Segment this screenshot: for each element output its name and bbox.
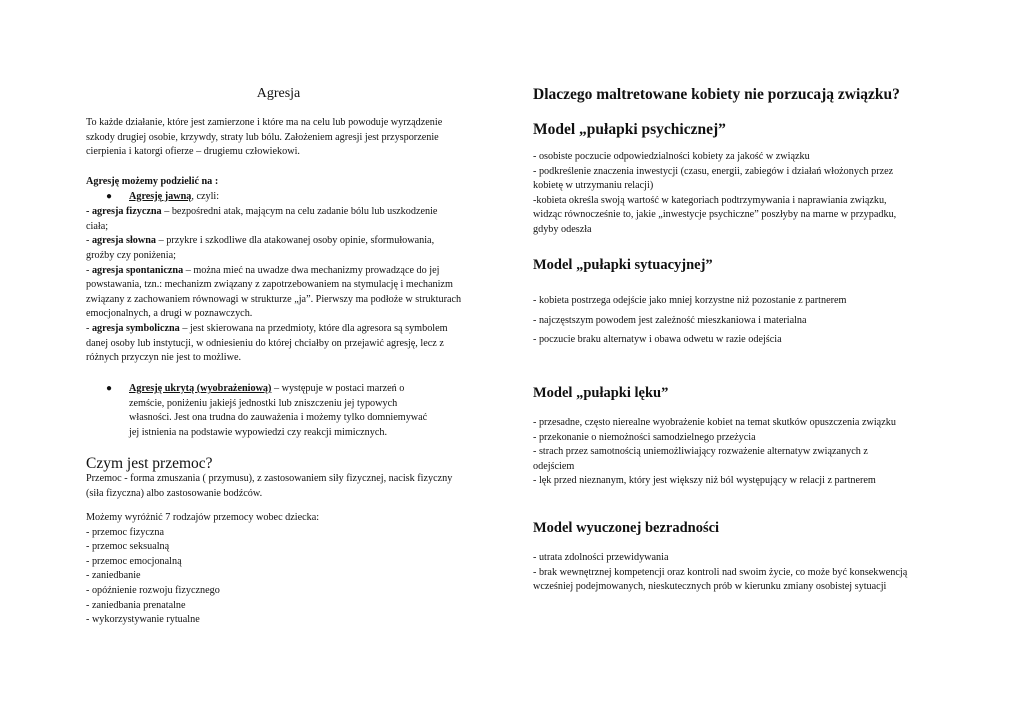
model3-line: - lęk przed nieznanym, który jest większy niż ból występujący w relacji z partnerem: [533, 475, 876, 487]
model1-line: kobietę w utrzymaniu relacji): [533, 180, 654, 192]
type-desc: – jest skierowana na przedmioty, które dla agresora są symbolem: [179, 322, 448, 334]
przemoc-types-intro: Możemy wyróżnić 7 rodzajów przemocy wobec dziecka:: [86, 512, 320, 523]
type-name: agresja fizyczna: [91, 206, 162, 218]
model3-line: - przekonanie o niemożności samodzielnego przeżycia: [533, 431, 756, 443]
list-item: - przemoc emocjonalną: [86, 555, 182, 567]
przemoc-definition: [86, 472, 496, 501]
model1-line: gdyby odeszła: [533, 223, 592, 235]
type-desc: – przykre i szkodliwe dla atakowanej osoby opinie, sformułowania,: [156, 235, 435, 247]
divide-label: Agresję możemy podzielić na :: [86, 176, 219, 187]
bullet-ukryta-desc: zemście, poniżeniu jakiejś jednostki lub zniszczeniu jej typowych: [129, 397, 398, 409]
type-spontaniczna: [86, 264, 496, 322]
model3-line: - strach przez samotnością uniemożliwiający rozważenie alternatyw związanych z: [533, 446, 868, 458]
agresja-title: Agresja: [256, 86, 301, 101]
model2-body: [533, 294, 953, 348]
model1-line: - podkreślenie znaczenia inwestycji (czasu, energii, zabiegów i działań włożonych przez: [533, 165, 894, 177]
bullet-ukryta-bold: Agresję ukrytą (wyobrażeniową): [129, 383, 272, 394]
bullet-dot-icon: ●: [106, 383, 113, 394]
przemoc-def-line: (siła fizyczna) albo zastosowanie bodźców.: [86, 487, 263, 499]
type-name: agresja spontaniczna: [91, 264, 184, 276]
type-desc: groźby czy poniżenia;: [86, 249, 176, 261]
model4-title: Model wyuczonej bezradności: [533, 520, 720, 536]
model3-line: - przesadne, często nierealne wyobrażenie kobiet na temat skutków opuszczenia związku: [533, 417, 896, 428]
agresja-intro: [86, 116, 496, 160]
type-desc: emocjonalnych, a drugi w poznawczych.: [86, 308, 253, 320]
type-prefix: -: [86, 235, 92, 247]
bullet-jawna: [86, 190, 496, 205]
type-desc: powstawania, tzn.: mechanizm związany z zapotrzebowaniem na stymulację i mechanizm: [86, 279, 453, 291]
type-prefix: -: [86, 206, 92, 218]
type-desc: związany z zachowaniem równowagi w strukturze „ja”. Pierwszy ma podłoże w strukturach: [86, 293, 462, 305]
type-slowna: [86, 234, 496, 263]
type-name: agresja symboliczna: [91, 322, 180, 334]
model4-body: [533, 551, 953, 595]
intro-line: szkody drugiej osobie, krzywdy, straty lub bólu. Założeniem agresji jest przysporzenie: [86, 131, 439, 143]
przemoc-heading: Czym jest przemoc?: [86, 455, 213, 472]
list-item: - opóźnienie rozwoju fizycznego: [86, 584, 220, 596]
type-name: agresja słowna: [91, 235, 157, 247]
type-symboliczna: [86, 322, 496, 366]
model1-line: widząc równocześnie to, jakie „inwestycje psychiczne” poszłyby na marne w przypadku,: [533, 209, 897, 221]
type-desc: ciała;: [86, 220, 109, 232]
bullet-ukryta-desc: jej istnienia na podstawie wypowiedzi czy reakcji mimicznych.: [129, 426, 387, 438]
przemoc-def-line: Przemoc - forma zmuszania ( przymusu), z zastosowaniem siły fizycznej, nacisk fizyczny: [86, 473, 453, 484]
list-item: - wykorzystywanie rytualne: [86, 614, 200, 626]
divide-section: [86, 175, 496, 366]
list-item: - przemoc seksualną: [86, 541, 170, 553]
type-desc: danej osoby lub instytucji, w odniesieniu do której chciałby on przejawić agresję, lecz z: [86, 337, 444, 349]
intro-line: cierpienia i katorgi ofierze – drugiemu człowiekowi.: [86, 146, 300, 158]
intro-line: To każde działanie, które jest zamierzone i które ma na celu lub powoduje wyrządzenie: [86, 117, 443, 128]
type-prefix: -: [86, 322, 92, 334]
bullet-ukryta-desc: własności. Jest ona trudna do zauważenia i możemy tylko domniemywać: [129, 412, 428, 424]
model2-title: Model „pułapki sytuacyjnej”: [533, 257, 713, 273]
list-item: - przemoc fizyczna: [86, 526, 165, 538]
model3-body: [533, 416, 953, 489]
bullet-dot-icon: ●: [106, 190, 113, 202]
model1-line: - osobiste poczucie odpowiedzialności kobiety za jakość w związku: [533, 151, 810, 162]
model2-line: - poczucie braku alternatyw i obawa odwetu w razie odejścia: [533, 334, 782, 346]
type-fizyczna: [86, 205, 496, 234]
model2-line: - kobieta postrzega odejście jako mniej korzystne niż pozostanie z partnerem: [533, 295, 847, 306]
model3-line: odejściem: [533, 460, 575, 472]
type-prefix: -: [86, 264, 92, 276]
list-item: - zaniedbania prenatalne: [86, 599, 186, 611]
bullet-jawna-rest: , czyli:: [191, 190, 220, 202]
bullet-jawna-bold: Agresję jawną: [129, 190, 192, 202]
bullet-ukryta-desc: – występuje w postaci marzeń o: [271, 383, 405, 394]
type-desc: różnych przyczyn nie jest to możliwe.: [86, 352, 242, 364]
model3-title: Model „pułapki lęku”: [533, 385, 669, 401]
question-heading: Dlaczego maltretowane kobiety nie porzucają związku?: [533, 86, 900, 103]
bullet-ukryta: [86, 382, 496, 440]
model4-line: wcześniej podejmowanych, nieskutecznych prób w kierunku zmiany osobistej sytuacji: [533, 581, 887, 593]
model2-line: - najczęstszym powodem jest zależność mieszkaniowa i materialna: [533, 314, 807, 326]
type-desc: – bezpośredni atak, mającym na celu zadanie bólu lub uszkodzenie: [161, 206, 438, 218]
model4-line: - utrata zdolności przewidywania: [533, 552, 669, 563]
model1-line: -kobieta określa swoją wartość w kategoriach podtrzymywania i naprawiania związku,: [533, 194, 887, 206]
model1-title: Model „pułapki psychicznej”: [533, 121, 726, 138]
model1-body: [533, 150, 953, 238]
list-item: - zaniedbanie: [86, 570, 141, 582]
przemoc-types: [86, 511, 496, 628]
model4-line: - brak wewnętrznej kompetencji oraz kontroli nad swoim życie, co może być konsekwencją: [533, 566, 908, 578]
type-desc: – można mieć na uwadze dwa mechanizmy prowadzące do jej: [183, 264, 440, 276]
